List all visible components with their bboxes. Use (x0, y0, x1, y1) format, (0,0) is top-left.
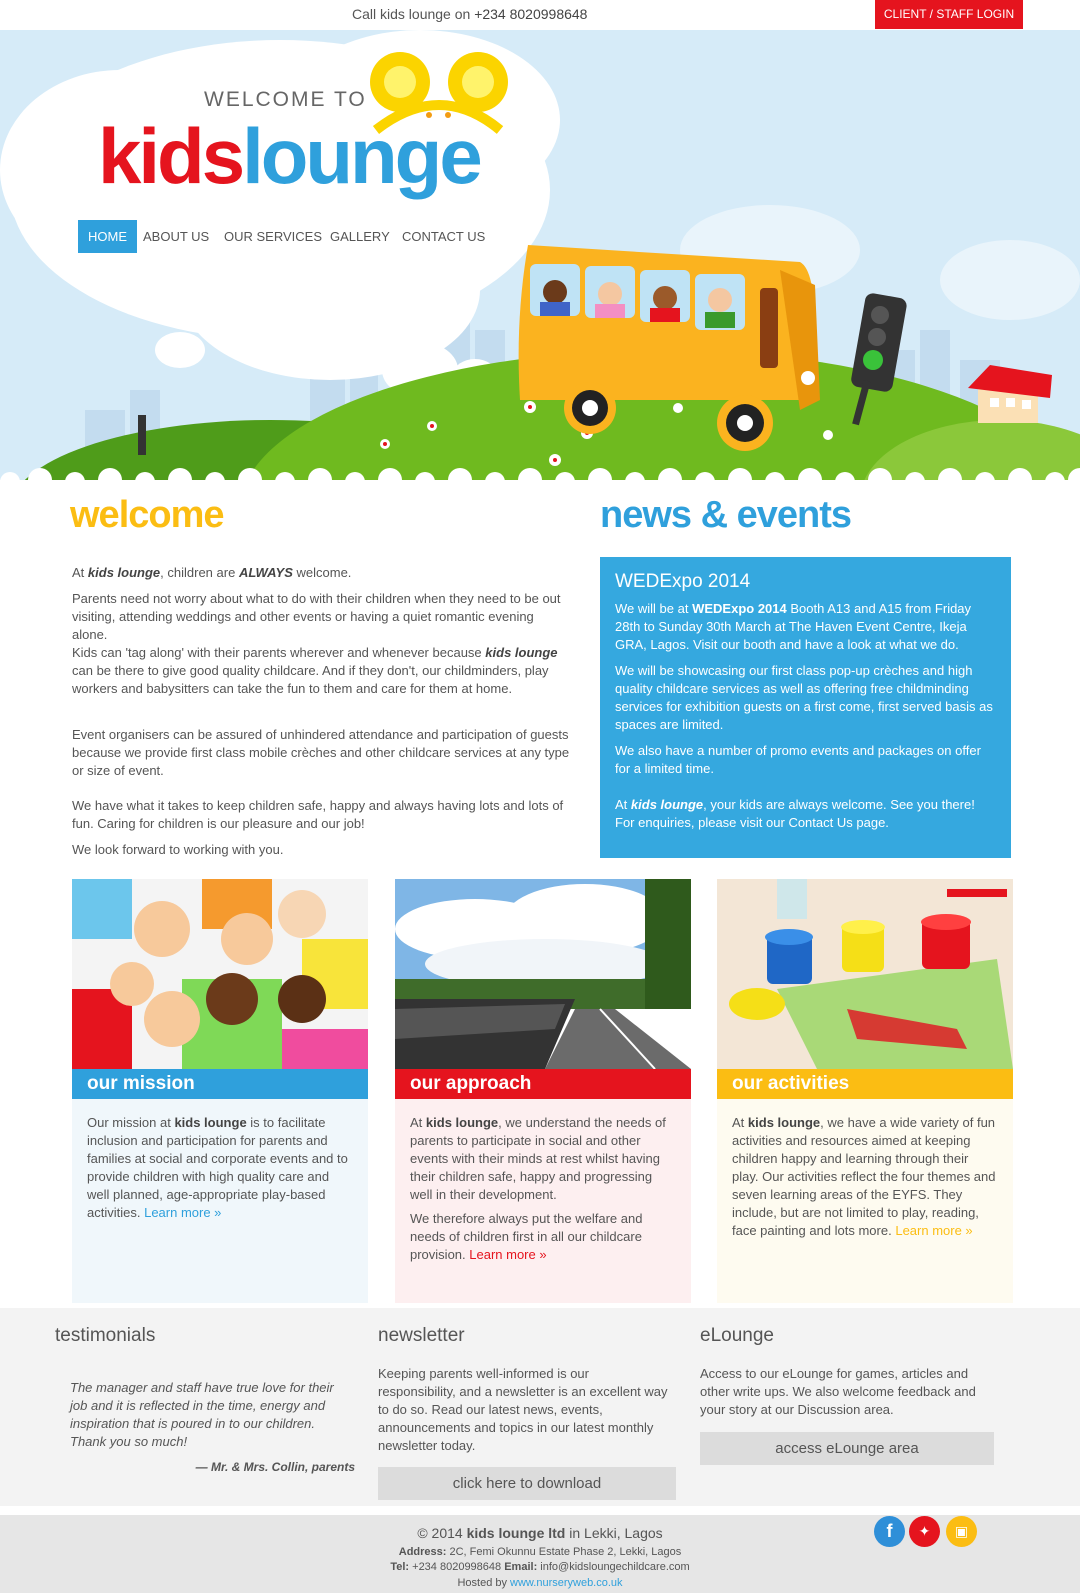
welcome-paragraph-5: We look forward to working with you. (72, 842, 284, 857)
nav-gallery[interactable]: GALLERY (330, 229, 390, 244)
phone-number[interactable]: +234 8020998648 (474, 6, 588, 22)
welcome-heading: welcome (70, 494, 224, 536)
testimonials-heading: testimonials (55, 1325, 156, 1346)
approach-learn-more-link[interactable]: Learn more » (469, 1247, 547, 1262)
welcome-paragraph-1: Parents need not worry about what to do with their children when they need to be out visiting, attending weddings and other events or having a quiet romantic evening alone. (72, 591, 561, 642)
elounge-heading: eLounge (700, 1325, 774, 1346)
nav-contact-us[interactable]: CONTACT US (402, 229, 486, 244)
activities-image (717, 879, 1013, 1069)
nurseryweb-link[interactable]: www.nurseryweb.co.uk (510, 1577, 623, 1589)
activities-learn-more-link[interactable]: Learn more » (895, 1223, 973, 1238)
top-bar (0, 0, 1080, 30)
testimonial-author: — Mr. & Mrs. Collin, parents (195, 1460, 355, 1474)
nav-about-us[interactable]: ABOUT US (143, 229, 210, 244)
elounge-access-button[interactable]: access eLounge area (700, 1432, 994, 1465)
news-box (600, 557, 1011, 858)
hero-illustration (0, 30, 1080, 490)
newsletter-heading: newsletter (378, 1325, 465, 1346)
approach-body: At kids lounge, we understand the needs of parents to participate in social and other events with their minds at rest whilst having their children safe, happy and progressing well in their development. We therefore always put the welfare and needs of children first in all our childcare provision. Learn more » (395, 1099, 691, 1303)
welcome-paragraph-3: Event organisers can be assured of unhindered attendance and participation of guests because we provide first class mobile crèches and other childcare services at any type or size of event. (72, 727, 570, 778)
facebook-icon[interactable]: f (874, 1516, 905, 1547)
footer-address: Address: 2C, Femi Okunnu Estate Phase 2, Lekki, Lagos (398, 1546, 682, 1558)
blogger-icon[interactable]: ▣ (946, 1516, 977, 1547)
mission-body: Our mission at kids lounge is to facilitate inclusion and participation for parents and families at social and corporate events and to provide children with high quality care and well planned, age-appropriate play-based activities. Learn more » (72, 1099, 368, 1303)
news-paragraph-1: We will be at WEDExpo 2014 Booth A13 and A15 from Friday 28th to Sunday 30th March at The Haven Event Centre, Ikeja GRA, Lagos. Visit our booth and have a look at what we do. (615, 601, 972, 652)
call-info (352, 6, 587, 22)
welcome-intro: At kids lounge, children are ALWAYS welcome. (72, 565, 352, 580)
footer-email-link[interactable]: info@kidsloungechildcare.com (540, 1561, 690, 1573)
approach-image (395, 879, 691, 1069)
news-paragraph-3: We also have a number of promo events and packages on offer for a limited time. (615, 743, 981, 776)
site-logo[interactable] (98, 108, 480, 204)
logo-kids: kids (98, 112, 243, 200)
activities-title: our activities (717, 1069, 1013, 1099)
hero-banner (0, 30, 1080, 490)
call-label: Call kids lounge on (352, 6, 471, 22)
card-approach (395, 879, 691, 1303)
footer-copyright: © 2014 kids lounge ltd in Lekki, Lagos (417, 1525, 663, 1541)
newsletter-download-button[interactable]: click here to download (378, 1467, 676, 1500)
nav-home[interactable]: HOME (78, 220, 137, 253)
contact-us-link[interactable]: Contact Us (788, 815, 853, 830)
news-item-title: WEDExpo 2014 (615, 571, 751, 592)
elounge-text: Access to our eLounge for games, articles and other write ups. We also welcome feedback and your story at our Discussion area. (700, 1366, 976, 1417)
lower-section (0, 1308, 1080, 1506)
nav-our-services[interactable]: OUR SERVICES (224, 229, 323, 244)
twitter-icon[interactable]: ✦ (909, 1516, 940, 1547)
mission-title: our mission (72, 1069, 368, 1099)
approach-title: our approach (395, 1069, 691, 1099)
activities-body: At kids lounge, we have a wide variety of fun activities and resources aimed at keeping children happy and learning through their play. Our activities reflect the four themes and seven learning areas of the EYFS. They include, but are not limited to play, reading, face painting and lots more. Learn more » (717, 1099, 1013, 1303)
mission-image (72, 879, 368, 1069)
card-activities (717, 879, 1013, 1303)
newsletter-text: Keeping parents well-informed is our responsibility, and a newsletter is an excellent way to do so. Read our latest news, events, announcements and topics in our latest monthly newsletter today. (378, 1366, 668, 1453)
testimonial-quote: The manager and staff have true love for their job and it is reflected in the time, energy and inspiration that is poured in to our children. Thank you so much! (70, 1380, 334, 1449)
welcome-to-label: WELCOME TO (204, 88, 367, 111)
news-events-heading: news & events (600, 494, 851, 536)
footer-contact: Tel: +234 8020998648 Email: info@kidsloungechildcare.com (390, 1561, 690, 1573)
welcome-paragraph-2: Kids can 'tag along' with their parents wherever and whenever because kids lounge can be there to give good quality childcare. And if they don't, our childminders, play workers and babysitters can take the fun to them and care for them at home. (72, 645, 558, 696)
logo-lounge: lounge (242, 112, 480, 200)
welcome-paragraph-4: We have what it takes to keep children safe, happy and always having lots and lots of fun. Caring for children is our pleasure and our job! (72, 798, 564, 831)
card-mission (72, 879, 368, 1303)
news-paragraph-4: At kids lounge, your kids are always welcome. See you there! For enquiries, please visit our Contact Us page. (615, 797, 975, 830)
news-paragraph-2: We will be showcasing our first class pop-up crèches and high quality childcare services as well as offering free childminding services for exhibition guests on a first come, first served basis as spaces are limited. (615, 663, 993, 732)
footer-hosted: Hosted by www.nurseryweb.co.uk (457, 1577, 623, 1589)
mission-learn-more-link[interactable]: Learn more » (144, 1205, 222, 1220)
client-staff-login-button[interactable]: CLIENT / STAFF LOGIN (875, 0, 1023, 29)
